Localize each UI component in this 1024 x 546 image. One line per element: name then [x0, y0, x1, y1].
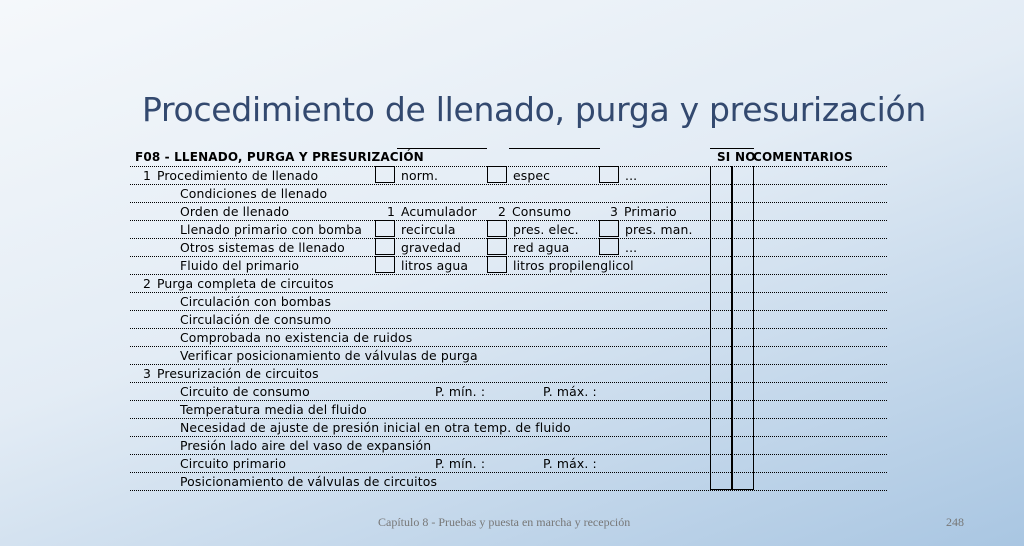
comments-header: COMENTARIOS [753, 150, 853, 164]
option-label: recircula [401, 222, 456, 237]
no-checkbox[interactable] [732, 400, 754, 418]
no-checkbox[interactable] [732, 220, 754, 238]
option-checkbox[interactable] [375, 166, 395, 183]
no-checkbox[interactable] [732, 364, 754, 382]
no-checkbox[interactable] [732, 166, 754, 184]
no-checkbox[interactable] [732, 382, 754, 400]
option-checkbox[interactable] [599, 166, 619, 183]
option-label: red agua [513, 240, 570, 255]
si-checkbox[interactable] [710, 256, 732, 274]
option-label: norm. [401, 168, 439, 183]
form-row [130, 166, 887, 185]
form-row [130, 220, 887, 239]
option-label: pres. man. [625, 222, 693, 237]
si-checkbox[interactable] [710, 166, 732, 184]
option-checkbox[interactable] [487, 166, 507, 183]
page-number: 248 [946, 515, 964, 529]
option-label: pres. elec. [513, 222, 579, 237]
form-row [130, 256, 887, 275]
order-number: 2 [498, 204, 507, 219]
si-checkbox[interactable] [710, 220, 732, 238]
si-checkbox[interactable] [710, 382, 732, 400]
no-checkbox[interactable] [732, 454, 754, 472]
no-checkbox[interactable] [732, 256, 754, 274]
order-label: Primario [624, 204, 677, 219]
row-label: Circulación de consumo [180, 312, 332, 327]
no-checkbox[interactable] [732, 202, 754, 220]
order-label: Consumo [512, 204, 572, 219]
row-number: 2 [143, 276, 152, 291]
si-checkbox[interactable] [710, 202, 732, 220]
form-row [130, 292, 887, 311]
row-label: Procedimiento de llenado [157, 168, 319, 183]
si-checkbox[interactable] [710, 436, 732, 454]
form-row [130, 328, 887, 347]
pressure-min-label: P. mín. : [435, 456, 486, 471]
row-number: 1 [143, 168, 152, 183]
form-header-label: F08 - LLENADO, PURGA Y PRESURIZACIÓN [135, 150, 424, 164]
option-label: espec [513, 168, 551, 183]
pressure-min-label: P. mín. : [435, 384, 486, 399]
row-label: Posicionamiento de válvulas de circuitos [180, 474, 438, 489]
no-checkbox[interactable] [732, 418, 754, 436]
row-label: Llenado primario con bomba [180, 222, 362, 237]
si-checkbox[interactable] [710, 418, 732, 436]
form-row [130, 436, 887, 455]
order-number: 1 [387, 204, 396, 219]
order-number: 3 [610, 204, 619, 219]
slide-title: Procedimiento de llenado, purga y presurización [142, 90, 927, 129]
row-label: Verificar posicionamiento de válvulas de purga [180, 348, 478, 363]
row-label: Circuito primario [180, 456, 287, 471]
row-label: Otros sistemas de llenado [180, 240, 345, 255]
no-checkbox[interactable] [732, 274, 754, 292]
option-checkbox[interactable] [599, 238, 619, 255]
form-row [130, 454, 887, 473]
no-checkbox[interactable] [732, 436, 754, 454]
option-checkbox[interactable] [487, 220, 507, 237]
form-row [130, 184, 887, 203]
form-header-row [130, 148, 887, 167]
form-row [130, 364, 887, 383]
form-row [130, 238, 887, 257]
row-label: Circulación con bombas [180, 294, 332, 309]
option-checkbox[interactable] [375, 256, 395, 273]
si-checkbox[interactable] [710, 292, 732, 310]
option-label: litros agua [401, 258, 469, 273]
row-label: Condiciones de llenado [180, 186, 328, 201]
si-checkbox[interactable] [710, 472, 732, 490]
order-label: Acumulador [401, 204, 477, 219]
no-checkbox[interactable] [732, 310, 754, 328]
no-checkbox[interactable] [732, 346, 754, 364]
row-label: Orden de llenado [180, 204, 290, 219]
si-checkbox[interactable] [710, 310, 732, 328]
si-checkbox[interactable] [710, 238, 732, 256]
no-header: NO [735, 150, 756, 164]
option-label: litros propilenglicol [513, 258, 634, 273]
option-label: ... [625, 240, 638, 255]
no-checkbox[interactable] [732, 238, 754, 256]
si-checkbox[interactable] [710, 454, 732, 472]
pressure-max-label: P. máx. : [543, 456, 597, 471]
option-checkbox[interactable] [375, 220, 395, 237]
no-checkbox[interactable] [732, 292, 754, 310]
row-label: Comprobada no existencia de ruidos [180, 330, 413, 345]
row-number: 3 [143, 366, 152, 381]
si-checkbox[interactable] [710, 400, 732, 418]
option-label: gravedad [401, 240, 462, 255]
form-row [130, 382, 887, 401]
no-checkbox[interactable] [732, 328, 754, 346]
form-row [130, 274, 887, 293]
option-checkbox[interactable] [487, 256, 507, 273]
row-label: Necesidad de ajuste de presión inicial en otra temp. de fluido [180, 420, 571, 435]
si-header: SI [717, 150, 731, 164]
form-row [130, 400, 887, 419]
row-label: Temperatura media del fluido [180, 402, 367, 417]
option-label: ... [625, 168, 638, 183]
form-row [130, 418, 887, 437]
si-checkbox[interactable] [710, 328, 732, 346]
form-row [130, 310, 887, 329]
si-checkbox[interactable] [710, 346, 732, 364]
no-checkbox[interactable] [732, 472, 754, 490]
option-checkbox[interactable] [375, 238, 395, 255]
form-row [130, 202, 887, 221]
option-checkbox[interactable] [487, 238, 507, 255]
row-label: Presión lado aire del vaso de expansión [180, 438, 432, 453]
row-label: Circuito de consumo [180, 384, 310, 399]
pressure-max-label: P. máx. : [543, 384, 597, 399]
row-label: Purga completa de circuitos [157, 276, 334, 291]
form-row [130, 346, 887, 365]
option-checkbox[interactable] [599, 220, 619, 237]
si-checkbox[interactable] [710, 274, 732, 292]
row-label: Presurización de circuitos [157, 366, 319, 381]
si-checkbox[interactable] [710, 184, 732, 202]
footer-chapter: Capítulo 8 - Pruebas y puesta en marcha y recepción [378, 515, 631, 529]
si-checkbox[interactable] [710, 364, 732, 382]
no-checkbox[interactable] [732, 184, 754, 202]
row-label: Fluido del primario [180, 258, 300, 273]
form-row [130, 472, 887, 491]
